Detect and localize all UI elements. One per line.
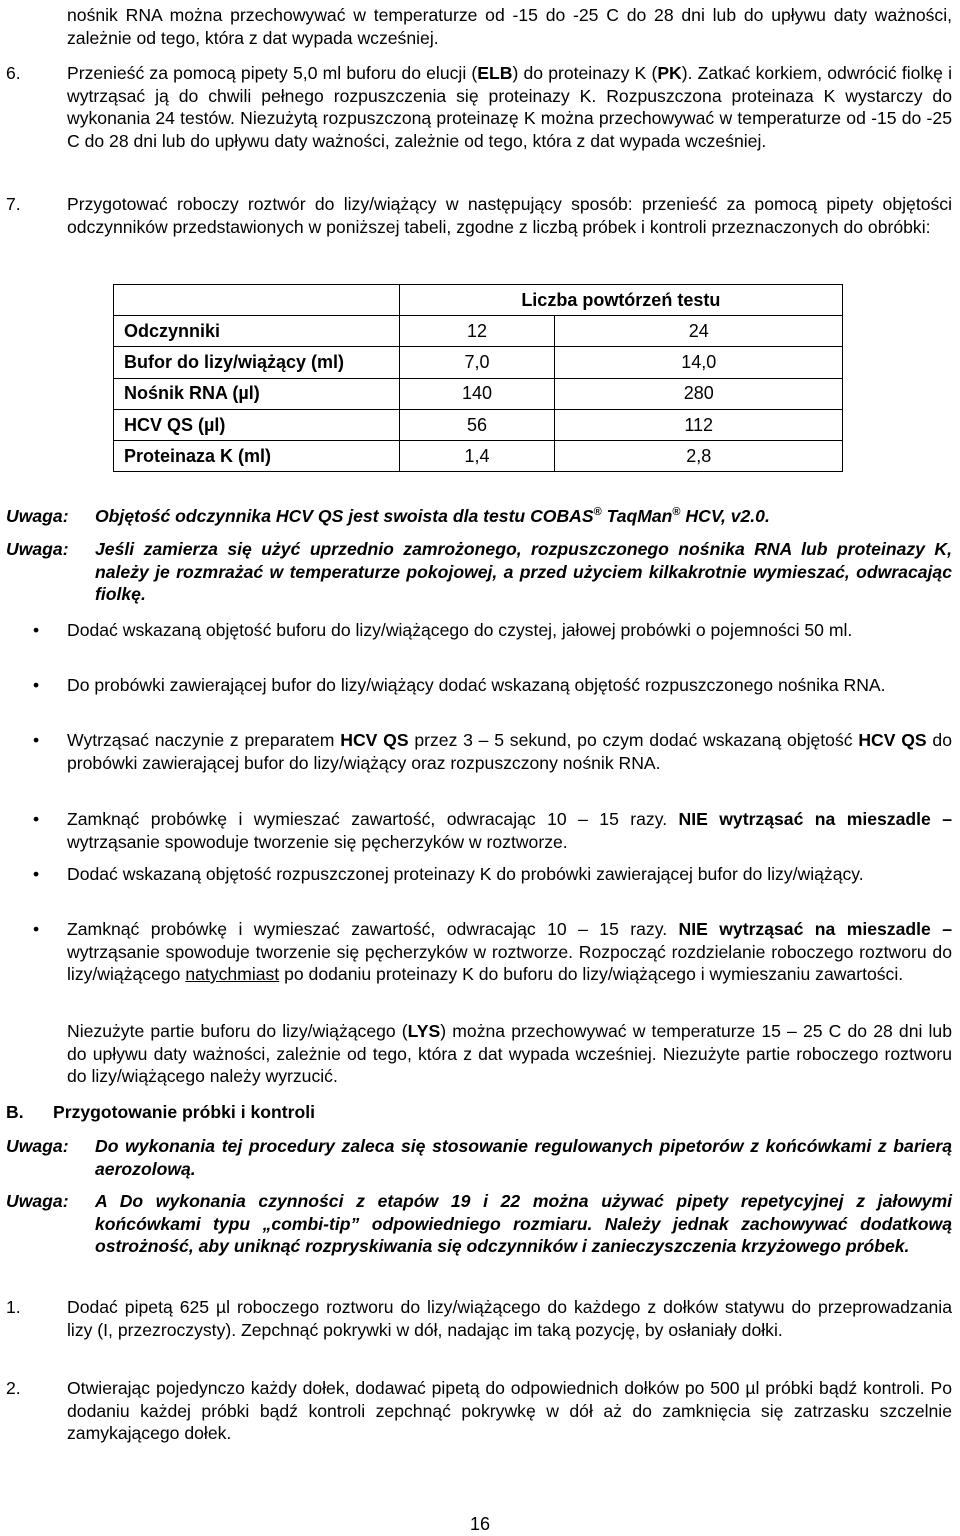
step-7-text: Przygotować roboczy roztwór do lizy/wiążący w następujący sposób: przenieść za pomocą pipety objętości odczynników przedstawionych w poniższej tabeli, zgodne z liczbą próbek i kontroli przeznaczonych do obróbki:: [67, 194, 952, 237]
table-row: [114, 347, 843, 378]
step-b2-text: Otwierając pojedynczo każdy dołek, dodawać pipetą do odpowiednich dołków po 500 µl próbki bądź kontroli. Po dodaniu każdej próbki bądź kontroli zepchnąć pokrywkę w dół aż do zamknięcia się zatrzasku szczelnie zamykającego dołek.: [67, 1378, 952, 1443]
cell-12: 140: [399, 378, 555, 409]
cell-12: 56: [399, 409, 555, 440]
table-header-row: [114, 285, 843, 316]
note-label: Uwaga:: [6, 506, 69, 526]
step-b1-text: Dodać pipetą 625 µl roboczego roztworu do lizy/wiążącego do każdego z dołków statywu do przeprowadzania lizy (I, przezroczysty). Zepchnąć pokrywki w dół, nadając im taką pozycję, by osłaniały dołki.: [67, 1297, 952, 1340]
cell-24: 14,0: [555, 347, 843, 378]
bullet-icon: •: [33, 730, 40, 750]
step-b1-number: 1.: [6, 1297, 21, 1317]
table-row: [114, 440, 843, 471]
page-number: 16: [469, 1514, 491, 1534]
reagent-table: [113, 284, 843, 472]
cell-24: 112: [555, 409, 843, 440]
bullet-icon: •: [33, 675, 40, 695]
registered-mark: ®: [593, 506, 602, 519]
cell-24: 2,8: [555, 440, 843, 471]
bullet-6: Zamknąć probówkę i wymieszać zawartość, odwracając 10 – 15 razy. NIE wytrząsać na mieszadle – wytrząsanie spowoduje tworzenie się pęcherzyków w roztworze. Rozpocząć rozdzielanie roboczego roztworu do lizy/wiążącego natychmiast po dodaniu proteinazy K do buforu do lizy/wiążącego i wymieszaniu zawartości.: [67, 919, 952, 984]
bullet-icon: •: [33, 864, 40, 884]
continuation-paragraph: nośnik RNA można przechowywać w temperaturze od -15 do -25 C do 28 dni lub do upływu daty ważności, zależnie od tego, która z dat wypada wcześniej.: [67, 5, 952, 48]
note-label: Uwaga:: [6, 1191, 69, 1211]
bullet-icon: •: [33, 620, 40, 640]
note-1-text: Objętość odczynnika HCV QS jest swoista dla testu COBAS® TaqMan® HCV, v2.0.: [95, 506, 770, 526]
note-label: Uwaga:: [6, 1136, 69, 1156]
note-4-text: A Do wykonania czynności z etapów 19 i 22 można używać pipety repetycyjnej z jałowymi końcówkami typu „combi-tip” odpowiedniego rozmiaru. Należy jednak zachowywać dodatkową ostrożność, aby uniknąć rozpryskiwania się odczynników i zanieczyszczenia krzyżowego próbek.: [95, 1191, 952, 1256]
row-label: Proteinaza K (ml): [114, 440, 400, 471]
step-b2-number: 2.: [6, 1378, 21, 1398]
step-6-text: Przenieść za pomocą pipety 5,0 ml buforu do elucji (ELB) do proteinazy K (PK). Zatkać korkiem, odwrócić fiolkę i wytrząsać ją do chwili pełnego rozpuszczenia się proteinazy K. Rozpuszczona proteinaza K wystarczy do wykonania 24 testów. Niezużytą rozpuszczoną proteinazę K można przechowywać w temperaturze od -15 do -25 C do 28 dni lub do upływu daty ważności, zależnie od tego, która z dat wypada wcześniej.: [67, 63, 953, 151]
bullet-4: Zamknąć probówkę i wymieszać zawartość, odwracając 10 – 15 razy. NIE wytrząsać na mieszadle – wytrząsanie spowoduje tworzenie się pęcherzyków w roztworze.: [67, 809, 952, 852]
registered-mark: ®: [672, 506, 681, 519]
bullet-icon: •: [33, 809, 40, 829]
bullet-5: Dodać wskazaną objętość rozpuszczonej proteinazy K do probówki zawierającej bufor do lizy/wiążący.: [67, 864, 864, 884]
step-6-number: 6.: [6, 63, 21, 83]
cell-24: 280: [555, 378, 843, 409]
bullet-2: Do probówki zawierającej bufor do lizy/wiążący dodać wskazaną objętość rozpuszczonego nośnika RNA.: [67, 675, 886, 695]
bullet-3: Wytrząsać naczynie z preparatem HCV QS przez 3 – 5 sekund, po czym dodać wskazaną objętość HCV QS do probówki zawierającej bufor do lizy/wiążący oraz rozpuszczony nośnik RNA.: [67, 730, 952, 773]
row-label: Odczynniki: [114, 316, 400, 347]
section-letter: B.: [6, 1102, 24, 1122]
section-title: Przygotowanie próbki i kontroli: [53, 1102, 315, 1122]
unused-reagents-paragraph: Niezużyte partie buforu do lizy/wiążącego (LYS) można przechowywać w temperaturze 15 – 25 C do 28 dni lub do upływu daty ważności, zależnie od tego, która z dat wypada wcześniej. Niezużyte partie roboczego roztworu do lizy/wiążącego należy wyrzucić.: [67, 1021, 952, 1086]
note-label: Uwaga:: [6, 539, 69, 559]
table-header: Liczba powtórzeń testu: [399, 285, 842, 316]
row-label: HCV QS (µl): [114, 409, 400, 440]
note-3-text: Do wykonania tej procedury zaleca się stosowanie regulowanych pipetorów z końcówkami z barierą aerozolową.: [95, 1136, 952, 1179]
row-label: Bufor do lizy/wiążący (ml): [114, 347, 400, 378]
bullet-1: Dodać wskazaną objętość buforu do lizy/wiążącego do czystej, jałowej probówki o pojemności 50 ml.: [67, 620, 853, 640]
table-row: [114, 409, 843, 440]
table-row: [114, 378, 843, 409]
step-7-number: 7.: [6, 194, 21, 214]
cell-12: 1,4: [399, 440, 555, 471]
cell-12: 12: [399, 316, 555, 347]
cell-24: 24: [555, 316, 843, 347]
note-2-text: Jeśli zamierza się użyć uprzednio zamrożonego, rozpuszczonego nośnika RNA lub proteinazy K, należy je rozmrażać w temperaturze pokojowej, a przed użyciem kilkakrotnie wymieszać, odwracając fiolkę.: [95, 539, 952, 604]
table-row: [114, 316, 843, 347]
row-label: Nośnik RNA (µl): [114, 378, 400, 409]
cell-12: 7,0: [399, 347, 555, 378]
bullet-icon: •: [33, 919, 40, 939]
